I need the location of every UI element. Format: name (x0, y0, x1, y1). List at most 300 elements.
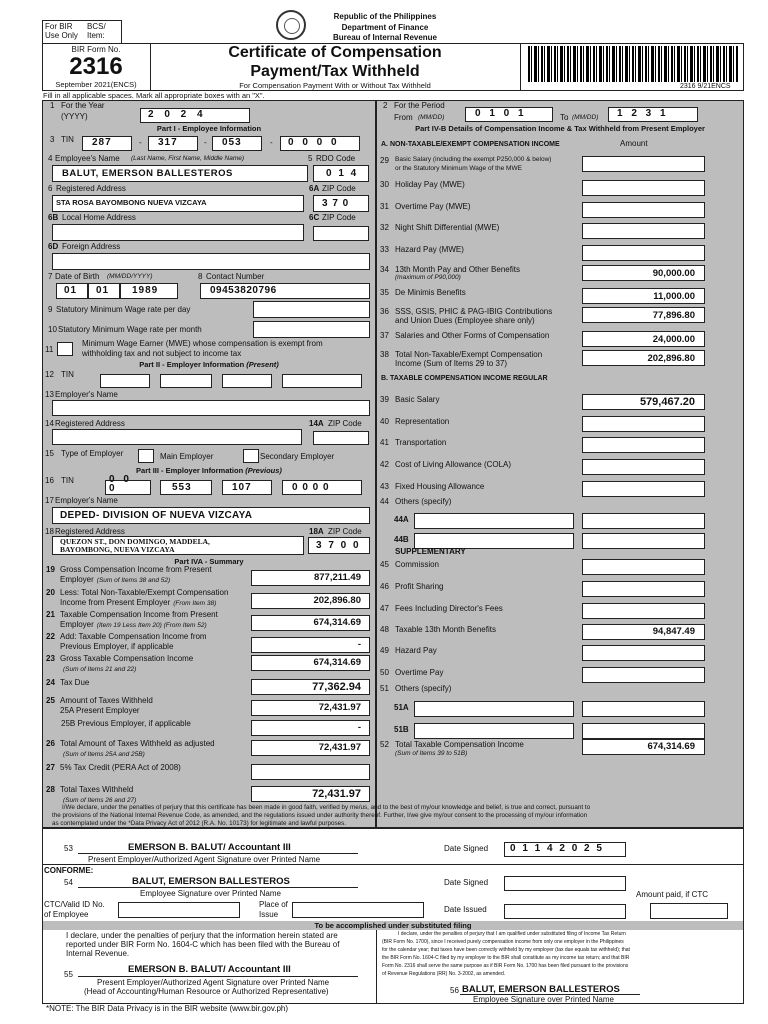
item-b-num: 50 (380, 668, 389, 677)
item-b-amount-value: 579,467.20 (639, 396, 695, 408)
item-b-amount-input[interactable] (582, 723, 705, 739)
item18a-label: ZIP Code (328, 527, 362, 536)
summary-item-num: 27 (46, 763, 55, 772)
item1-label: For the Year (61, 101, 105, 110)
previous-employer-name-value: DEPED- DIVISION OF NUEVA VIZCAYA (60, 510, 253, 521)
form-no-label: BIR Form No. (71, 45, 121, 54)
item13-num: 13 (45, 390, 54, 399)
summary-amount-input[interactable] (251, 764, 370, 780)
item-a-num: 35 (380, 288, 389, 297)
declaration-line1: I/We declare, under the penalties of perjury that this certificate has been made in good faith, verified by me/us, and to the best of my/our knowledge and belief, is true and correct, pursuant to (62, 804, 591, 811)
item-b-num: 48 (380, 625, 389, 634)
previous-employer-address-line2: BAYOMBONG, NUEVA VIZCAYA (60, 545, 175, 554)
item-a-amount-value: 24,000.00 (652, 334, 695, 345)
item-a-label: 13th Month Pay and Other Benefits (395, 265, 520, 274)
item56-num: 56 (450, 986, 459, 995)
item11-label1: Minimum Wage Earner (MWE) whose compensation is exempt from (82, 339, 323, 348)
item14-label: Registered Address (55, 419, 125, 428)
item-a-amount-input[interactable] (582, 156, 705, 172)
item12-label: TIN (61, 370, 74, 379)
summary-amount-value: - (357, 639, 361, 650)
item-b-amount-input[interactable] (582, 581, 705, 597)
item1-sub: (YYYY) (61, 112, 88, 121)
item1-num: 1 (50, 101, 55, 110)
item-a-num: 36 (380, 307, 389, 316)
item4-sub: (Last Name, First Name, Middle Name) (131, 155, 245, 162)
item14a-num: 14A (309, 419, 324, 428)
summary-item-num: 19 (46, 565, 55, 574)
summary-item-sub: (Sum of Items 21 and 22) (63, 666, 137, 673)
date-issued-input[interactable] (504, 904, 626, 919)
amount-paid-label: Amount paid, if CTC (636, 890, 709, 899)
item6-num: 6 (48, 184, 53, 193)
part3-sub: (Previous) (245, 466, 282, 475)
item-b-label: Transportation (395, 438, 447, 447)
item-b-num: 45 (380, 560, 389, 569)
barcode (528, 46, 738, 82)
signature-55: EMERSON B. BALUT/ Accountant III (128, 964, 291, 975)
republic-text: Republic of the Philippines (333, 12, 437, 21)
summary-item-label2 (60, 643, 176, 652)
caption-55b: (Head of Accounting/Human Resource or Authorized Representative) (84, 987, 329, 996)
summary-amount-value: 77,362.94 (312, 681, 361, 693)
summary-item-label2 (60, 665, 136, 674)
summary-item-label: 25B Previous Employer, if applicable (61, 719, 191, 728)
section-b-title: B. TAXABLE COMPENSATION INCOME REGULAR (381, 375, 548, 382)
declaration-line2: the provisions of the National Internal Revenue Code, as amended, and the regulations issued under authority thereof. Further, I/we give my/our consent to the processing of my/our information (52, 812, 588, 819)
item6a-label: ZIP Code (322, 184, 356, 193)
employee-name-value: BALUT, EMERSON BALLESTEROS (62, 168, 233, 179)
footnote: *NOTE: The BIR Data Privacy is in the BIR website (www.bir.gov.ph) (46, 1004, 289, 1013)
summary-item-num: 23 (46, 654, 55, 663)
summary-item-num: 26 (46, 739, 55, 748)
item-b-label: Profit Sharing (395, 582, 444, 591)
item2-num: 2 (383, 101, 388, 110)
registered-address-value: STA ROSA BAYOMBONG NUEVA VIZCAYA (56, 198, 207, 207)
to-label: To (560, 113, 569, 122)
conforme-label: CONFORME: (44, 866, 94, 875)
item14a-label: ZIP Code (328, 419, 362, 428)
item-b-num: 44B (394, 535, 409, 544)
summary-item-label2 (60, 621, 207, 630)
previous-employer-tin-3-value: 107 (232, 482, 252, 493)
substituted-right-line1: I declare, under the penalties of perjury that I am qualified under substituted filing of Income Tax Return (398, 931, 626, 937)
form-title-line2: Payment/Tax Withheld (250, 63, 420, 80)
summary-item-num: 21 (46, 610, 55, 619)
present-employer-name-input[interactable] (52, 400, 370, 416)
item7-label: Date of Birth (55, 272, 100, 281)
item6c-num: 6C (309, 213, 320, 222)
part4a-title: Part IVA - Summary (43, 557, 375, 566)
part3-title (43, 466, 375, 475)
item-b-amount-input[interactable] (582, 533, 705, 549)
contact-value: 09453820796 (210, 285, 277, 296)
item53-num: 53 (64, 844, 73, 853)
item-a-num: 38 (380, 350, 389, 359)
signature-53: EMERSON B. BALUT/ Accountant III (128, 842, 291, 853)
use-only-label: Use Only (45, 31, 78, 40)
item-b-amount-value: 94,847.49 (652, 626, 695, 637)
substituted-left-line1: I declare, under the penalties of perjury that the information herein stated are (66, 931, 338, 940)
item-b-label: Taxable 13th Month Benefits (395, 625, 496, 634)
item18-label: Registered Address (55, 527, 125, 536)
present-employer-address-input[interactable] (52, 429, 302, 445)
dob-yyyy-value: 1989 (132, 285, 159, 296)
item-a-num: 32 (380, 223, 389, 232)
tin-dash: - (270, 138, 273, 147)
item-b-num: 44 (380, 497, 389, 506)
item16-label: TIN (61, 476, 74, 485)
item-a-label: Overtime Pay (MWE) (395, 202, 471, 211)
item9-label: Statutory Minimum Wage rate per day (56, 305, 191, 314)
substituted-filing-title: To be accomplished under substituted filing (43, 921, 743, 930)
period-to-value: 1 2 3 1 (617, 108, 669, 119)
summary-item-num: 25 (46, 696, 55, 705)
item-b-amount-input[interactable] (582, 513, 705, 529)
item-b-label: Hazard Pay (395, 646, 437, 655)
summary-item-num: 20 (46, 588, 55, 597)
caption-53: Present Employer/Authorized Agent Signature over Printed Name (88, 855, 321, 864)
place-label2: Issue (259, 910, 279, 919)
part2-title-text: Part II - Employer Information (139, 360, 245, 369)
form-number: 2316 (69, 53, 123, 80)
item9-num: 9 (48, 305, 53, 314)
item-b-amount-input[interactable] (582, 701, 705, 717)
summary-item-label2 (60, 707, 143, 716)
zip-6c-input[interactable] (313, 226, 369, 241)
employee-tin-1-value: 287 (92, 137, 112, 148)
item8-num: 8 (198, 272, 203, 281)
form-date: September 2021(ENCS) (55, 80, 137, 89)
item-a-label2: and Union Dues (Employee share only) (395, 316, 535, 325)
summary-item-label: Gross Compensation Income from Present (60, 565, 212, 574)
item-a-num: 34 (380, 265, 389, 274)
period-from-value: 0 1 0 1 (475, 108, 527, 119)
item-a-label: SSS, GSIS, PHIC & PAG-IBIG Contributions (395, 307, 553, 316)
item-a-label: Night Shift Differential (MWE) (395, 223, 500, 232)
item-b-num: 39 (380, 395, 389, 404)
item-a-amount-value: 202,896.80 (647, 353, 695, 364)
item-b-num: 41 (380, 438, 389, 447)
item5-num: 5 (308, 154, 313, 163)
item18a-num: 18A (309, 527, 324, 536)
item-b-amount-input[interactable] (582, 559, 705, 575)
substituted-left-line3: Internal Revenue. (66, 949, 130, 958)
signature-56: BALUT, EMERSON BALLESTEROS (462, 984, 620, 995)
form-subtitle: For Compensation Payment With or Without Tax Withheld (239, 81, 431, 90)
summary-item-num: 22 (46, 632, 55, 641)
item12-num: 12 (45, 370, 54, 379)
item7-sub: (MM/DD/YYYY) (107, 273, 153, 280)
item-a-label: Hazard Pay (MWE) (395, 245, 464, 254)
item-b-label: Others (specify) (395, 497, 452, 506)
zip-6a-value: 3 7 0 (322, 198, 350, 209)
item-b-num: 52 (380, 740, 389, 749)
item-b-label: Overtime Pay (395, 668, 444, 677)
date-signed-label-54: Date Signed (444, 878, 489, 887)
date-signed-label-53: Date Signed (444, 844, 489, 853)
item11-label2: withholding tax and not subject to income tax (82, 349, 242, 358)
present-employer-tin-3[interactable] (222, 374, 272, 388)
item-b-num: 49 (380, 646, 389, 655)
secondary-employer-label: Secondary Employer (260, 452, 335, 461)
present-employer-tin-2[interactable] (160, 374, 212, 388)
local-address-input[interactable] (52, 224, 304, 241)
item18-num: 18 (45, 527, 54, 536)
place-label: Place of (259, 900, 288, 909)
signature-54: BALUT, EMERSON BALLESTEROS (132, 876, 290, 887)
summary-item-sub: (Item 19 Less Item 20) (From Item 52) (96, 622, 207, 629)
item4-num: 4 (48, 154, 53, 163)
date-signed-54-input[interactable] (504, 876, 626, 891)
item-a-amount-value: 11,000.00 (653, 291, 695, 302)
item5-label: RDO Code (316, 154, 356, 163)
barcode-code: 2316 9/21ENCS (680, 83, 731, 90)
item55-num: 55 (64, 970, 73, 979)
item17-label: Employer's Name (55, 496, 118, 505)
bureau-text: Bureau of Internal Revenue (332, 33, 438, 42)
substituted-right-line4: the BIR Form No. 1604-C filed by my employer to the BIR shall constitute as my income tax return; and that BIR (382, 955, 630, 961)
from-label: From (394, 113, 413, 122)
summary-item-label2-text: Previous Employer, if applicable (60, 642, 174, 651)
summary-item-label2-text: 25A Present Employer (60, 706, 140, 715)
zip-18a-value: 3 7 0 0 (316, 540, 361, 551)
part2-sub: (Present) (246, 360, 279, 369)
substituted-right-line2: (BIR Form No. 1700), since I received purely compensation income from only one employer in the Philippines (382, 939, 624, 945)
item-a-label: Basic Salary (including the exempt P250,000 & below) (395, 156, 552, 163)
item11-num: 11 (45, 345, 54, 354)
present-employer-tin-4[interactable] (282, 374, 362, 388)
employee-tin-2-value: 317 (158, 137, 178, 148)
item-a-amount-input[interactable] (582, 202, 705, 218)
summary-item-label2 (60, 576, 170, 585)
summary-amount-value: 674,314.69 (313, 657, 361, 668)
smw-day-input[interactable] (253, 301, 370, 318)
foreign-address-input[interactable] (52, 253, 370, 270)
secondary-employer-checkbox[interactable] (243, 449, 259, 463)
substituted-right-line5: Form No. 2316 shall serve the same purpose as if BIR Form No. 1700 has been filed pursuant to the provisions (382, 963, 629, 969)
summary-item-label: Taxable Compensation Income from Present (60, 610, 218, 619)
item-b-amount-value: 674,314.69 (647, 741, 695, 752)
instructions: Fill in all applicable spaces. Mark all appropriate boxes with an "X". (43, 91, 265, 100)
item-a-amount-input[interactable] (582, 245, 705, 261)
item-a-label2: Income (Sum of Items 29 to 37) (395, 359, 508, 368)
item-b-specify-input[interactable] (414, 701, 574, 717)
form-title-line1: Certificate of Compensation (228, 44, 442, 61)
summary-item-label: Tax Due (60, 678, 90, 687)
item-b-label: Cost of Living Allowance (COLA) (395, 460, 512, 469)
substituted-left-line2: reported under BIR Form No. 1604-C which has been filed with the Bureau of (66, 940, 340, 949)
item-a-num: 31 (380, 202, 389, 211)
item-b-label: Basic Salary (395, 395, 440, 404)
item-b-amount-input[interactable] (582, 416, 705, 432)
ctc-label2: of Employee (44, 910, 89, 919)
from-sub: (MM/DD) (418, 114, 445, 121)
mwe-checkbox[interactable] (57, 342, 73, 356)
department-text: Department of Finance (341, 23, 429, 32)
item-a-amount-value: 90,000.00 (652, 268, 695, 279)
caption-55a: Present Employer/Authorized Agent Signature over Printed Name (97, 978, 330, 987)
dob-mm-value: 01 (64, 285, 78, 296)
item6b-label: Local Home Address (62, 213, 136, 222)
item-a-num: 37 (380, 331, 389, 340)
substituted-right-line3: for the calendar year; that taxes have been correctly withheld by my employer (tax due equals tax withheld); that (382, 947, 630, 953)
item-b-num: 51A (394, 703, 409, 712)
item6-label: Registered Address (56, 184, 126, 193)
item13-label: Employer's Name (55, 390, 118, 399)
item-b-amount-input[interactable] (582, 481, 705, 497)
summary-item-label: Total Taxes Withheld (60, 785, 134, 794)
summary-item-label2-text: Income from Present Employer (60, 598, 171, 607)
item-b-specify-input[interactable] (414, 723, 574, 739)
item54-num: 54 (64, 878, 73, 887)
item-b-num: 44A (394, 515, 409, 524)
summary-amount-value: 202,896.80 (313, 595, 361, 606)
summary-item-num: 24 (46, 678, 55, 687)
item-a-label: Total Non-Taxable/Exempt Compensation (395, 350, 543, 359)
summary-item-label: Total Amount of Taxes Withheld as adjusted (60, 739, 215, 748)
for-bir-label: For BIR (45, 22, 73, 31)
item14-num: 14 (45, 419, 54, 428)
part3-title-text: Part III - Employer Information (136, 466, 244, 475)
zip-14a-input[interactable] (313, 431, 369, 445)
summary-item-label: Gross Taxable Compensation Income (60, 654, 194, 663)
to-sub: (MM/DD) (572, 114, 599, 121)
item-a-num: 29 (380, 156, 389, 165)
tin-dash: - (139, 138, 142, 147)
item-a-amount-input[interactable] (582, 223, 705, 239)
item3-num: 3 (50, 135, 55, 144)
section-a-title: A. NON-TAXABLE/EXEMPT COMPENSATION INCOME (381, 141, 560, 148)
summary-amount-value: 72,431.97 (312, 788, 361, 800)
date-issued-label: Date Issued (444, 905, 487, 914)
item15-num: 15 (45, 449, 54, 458)
summary-item-sub: (From Item 38) (173, 600, 217, 607)
item-a-label2: (maximum of P90,000) (395, 274, 461, 281)
summary-item-label2 (60, 730, 63, 739)
item17-num: 17 (45, 496, 54, 505)
item10-num: 10 (48, 325, 57, 334)
rdo-code-value: 0 1 4 (326, 168, 359, 179)
main-employer-checkbox[interactable] (138, 449, 154, 463)
item-b-num: 46 (380, 582, 389, 591)
summary-amount-value: 877,211.49 (313, 572, 361, 583)
item-b-label: Fees Including Director's Fees (395, 604, 503, 613)
item-a-label: De Minimis Benefits (395, 288, 466, 297)
item-b-label: Representation (395, 417, 450, 426)
item-a-num: 30 (380, 180, 389, 189)
caption-54: Employee Signature over Printed Name (140, 889, 281, 898)
item-b-amount-input[interactable] (582, 603, 705, 619)
part1-title: Part I - Employee Information (43, 124, 375, 133)
summary-amount-value: - (357, 722, 361, 733)
item-b-label: Commission (395, 560, 440, 569)
summary-item-sub: (Sum of Items 26 and 27) (63, 797, 137, 804)
summary-item-sub: (Sum of Items 25A and 25B) (63, 751, 145, 758)
ctc-input[interactable] (118, 902, 240, 918)
dob-dd-value: 01 (96, 285, 110, 296)
item6a-num: 6A (309, 184, 320, 193)
summary-item-label: Less: Total Non-Taxable/Exempt Compensation (60, 588, 229, 597)
previous-employer-tin-4-value: 0 0 0 0 (292, 482, 330, 493)
item-b-num: 43 (380, 482, 389, 491)
amount-header: Amount (620, 139, 648, 148)
substituted-right-line6: of Revenue Regulations (RR) No. 3-2002, as amended. (382, 971, 506, 977)
summary-item-label: Add: Taxable Compensation Income from (60, 632, 207, 641)
employee-tin-4-value: 0 0 0 0 (288, 137, 340, 148)
previous-employer-tin-1-value: 0 0 0 (109, 474, 132, 494)
item-a-label: Salaries and Other Forms of Compensation (395, 331, 550, 340)
item-b-amount-input[interactable] (582, 645, 705, 661)
item-label: Item: (87, 31, 105, 40)
smw-month-input[interactable] (253, 321, 370, 338)
item16-num: 16 (45, 476, 54, 485)
item6d-label: Foreign Address (62, 242, 121, 251)
place-of-issue-input[interactable] (292, 902, 424, 918)
tin-dash: - (204, 138, 207, 147)
summary-amount-value: 674,314.69 (313, 617, 361, 628)
item6c-label: ZIP Code (322, 213, 356, 222)
item7-num: 7 (48, 272, 53, 281)
year-value: 2 0 2 4 (148, 109, 207, 120)
amount-paid-input[interactable] (650, 903, 728, 919)
item15-label: Type of Employer (61, 449, 124, 458)
bir-seal-icon (276, 10, 306, 40)
summary-item-sub: (Sum of Items 38 and 52) (96, 577, 171, 584)
date-signed-53-value: 0 1 1 4 2 0 2 5 (510, 843, 604, 854)
summary-item-label2-text: Employer (60, 620, 94, 629)
employee-tin-3-value: 053 (222, 137, 242, 148)
summary-amount-value: 72,431.97 (318, 702, 361, 713)
bcs-label: BCS/ (87, 22, 106, 31)
item-b-label: Fixed Housing Allowance (395, 482, 485, 491)
item-b-label: Total Taxable Compensation Income (395, 740, 524, 749)
ctc-label: CTC/Valid ID No. (44, 900, 105, 909)
previous-employer-tin-2-value: 553 (172, 482, 192, 493)
present-employer-tin-1[interactable] (100, 374, 150, 388)
item-b-num: 42 (380, 460, 389, 469)
part4b-title: Part IV-B Details of Compensation Income & Tax Withheld from Present Employer (377, 124, 743, 133)
item-b-amount-input[interactable] (582, 437, 705, 453)
summary-item-label2 (60, 750, 145, 759)
summary-item-label2 (60, 774, 63, 783)
item-b-amount-input[interactable] (582, 667, 705, 683)
item-a-label2: or the Statutory Minimum Wage of the MWE (395, 165, 522, 172)
declaration-line3: as contemplated under the *Data Privacy Act of 2012 (R.A. No. 10173) for legitimate and lawful purposes. (52, 820, 347, 827)
part2-title (43, 360, 375, 369)
item-b-label: Others (specify) (395, 684, 452, 693)
summary-amount-value: 72,431.97 (318, 742, 361, 753)
item-b-label2: (Sum of Items 39 to 51B) (395, 750, 468, 757)
item-b-specify-input[interactable] (414, 513, 574, 529)
item2-label: For the Period (394, 101, 445, 110)
summary-item-label: 5% Tax Credit (PERA Act of 2008) (60, 763, 181, 772)
item-b-amount-input[interactable] (582, 459, 705, 475)
item-b-num: 47 (380, 604, 389, 613)
item3-label: TIN (61, 135, 74, 144)
supplementary-title: SUPPLEMENTARY (395, 547, 466, 556)
item-a-amount-input[interactable] (582, 180, 705, 196)
item4-label: Employee's Name (55, 154, 120, 163)
previous-employer-address-line1: QUEZON ST., DON DOMINGO, MADDELA, (60, 537, 210, 546)
item6b-num: 6B (48, 213, 59, 222)
item-a-amount-value: 77,896.80 (652, 310, 695, 321)
item-b-num: 40 (380, 417, 389, 426)
item-b-num: 51B (394, 725, 409, 734)
summary-item-label: Amount of Taxes Withheld (60, 696, 153, 705)
summary-item-label2-text: Employer (60, 575, 94, 584)
summary-item-label2 (60, 599, 216, 608)
